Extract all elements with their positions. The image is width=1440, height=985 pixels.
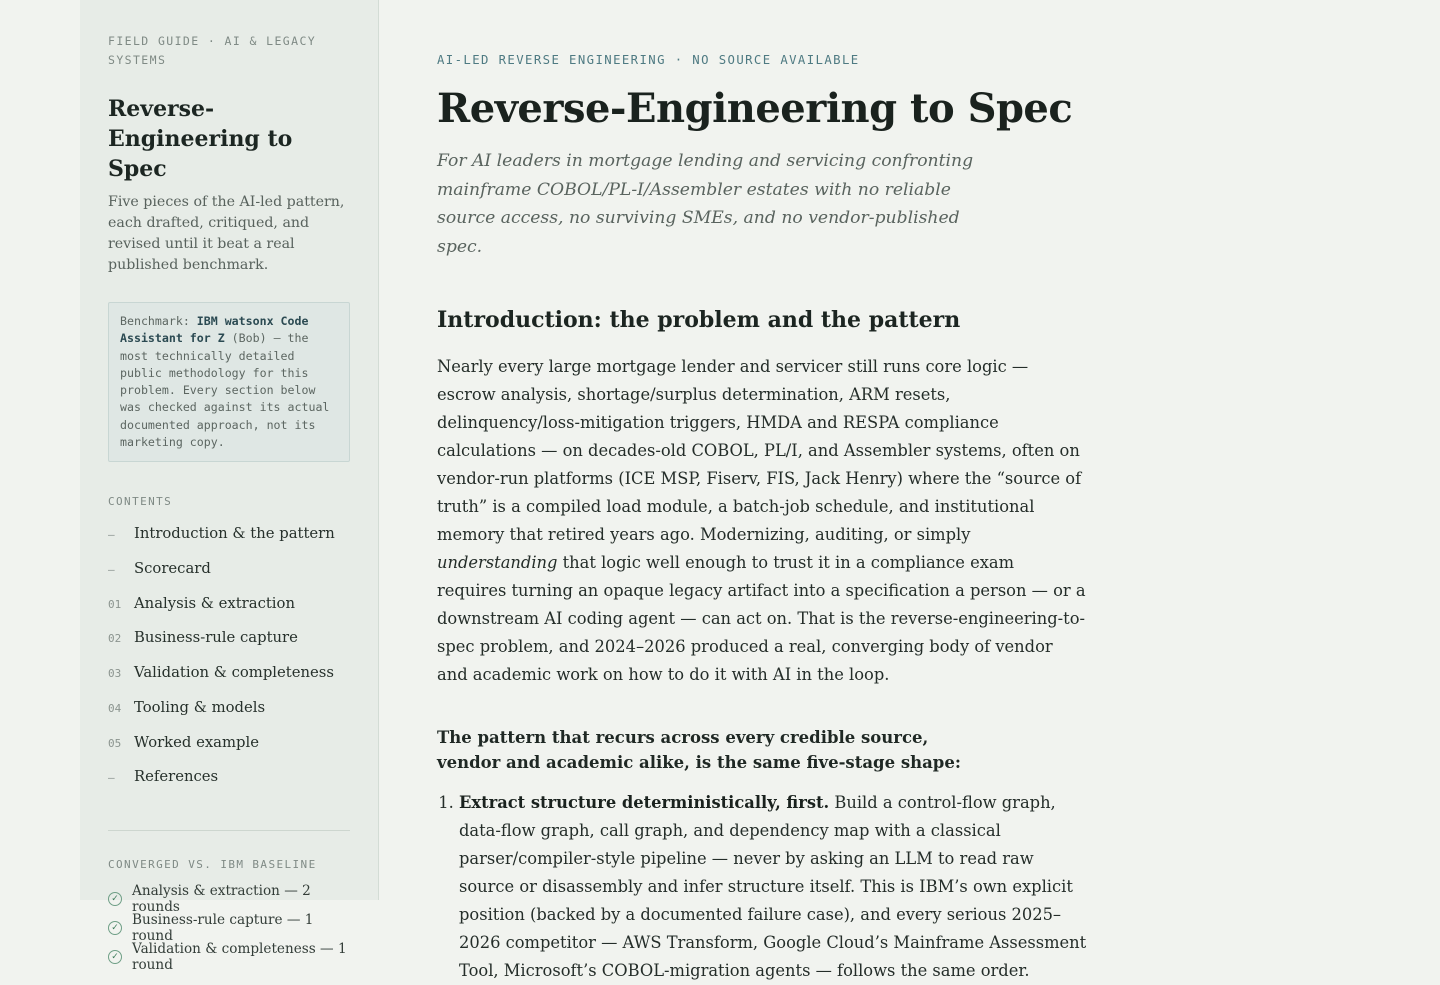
toc-number: 02 bbox=[108, 632, 122, 646]
converged-list bbox=[108, 885, 350, 972]
intro-emphasis: understanding bbox=[437, 553, 558, 572]
intro-text-part1: Nearly every large mortgage lender and servicer still runs core logic — escrow analysis, shortage/surplus determination, ARM resets, delinquency/loss-mitigation triggers, HMDA and RESPA compliance calculations — on decades-old COBOL, PL/I, and Assembler systems, often on vendor-run platforms (ICE MSP, Fiserv, FIS, Jack Henry) where the “source of truth” is a compiled load module, a batch-job schedule, and institutional memory that retired years ago. Modernizing, auditing, or simply bbox=[437, 357, 1082, 544]
toc-label: Validation & completeness bbox=[134, 664, 334, 682]
converged-item bbox=[108, 885, 350, 914]
toc-number: 03 bbox=[108, 667, 122, 681]
contents-label: CONTENTS bbox=[108, 495, 173, 509]
toc-number: 01 bbox=[108, 597, 122, 611]
benchmark-callout bbox=[108, 302, 350, 462]
sidebar-description: Five pieces of the AI-led pattern, each drafted, critiqued, and revised until it beat a real published benchmark. bbox=[108, 194, 345, 273]
toc-item-scorecard[interactable] bbox=[108, 560, 350, 595]
toc-number: 05 bbox=[108, 736, 122, 750]
converged-label: CONVERGED VS. IBM BASELINE bbox=[108, 857, 317, 871]
sidebar bbox=[80, 0, 379, 974]
toc-label: Analysis & extraction bbox=[134, 594, 295, 612]
toc-item-worked-example[interactable] bbox=[108, 734, 350, 769]
intro-text-part2: that logic well enough to trust it in a compliance exam requires turning an opaque legacy artifact into a specification a person — or a downstream AI coding agent — can act on. That is the reverse-engineering-to-spec problem, and 2024–2026 produced a real, converging body of vendor and academic work on how to do it with AI in the loop. bbox=[437, 553, 1086, 684]
benchmark-text: — the most technically detailed public methodology for this problem. Every section below was checked against its actual documented approach, not its marketing copy. bbox=[120, 331, 330, 450]
converged-item bbox=[108, 914, 350, 943]
stage-text: Build a control-flow graph, data-flow graph, call graph, and dependency map with a classical parser/compiler-style pipeline — never by asking an LLM to read raw source or disassembly and infer structure itself. This is IBM’s own explicit position (backed by a documented failure case), and every serious 2025–2026 competitor — AWS Transform, Google Cloud’s Mainframe Assessment Tool, Microsoft’s COBOL-migration agents — follows the same order. bbox=[459, 793, 1087, 980]
sidebar-kicker: FIELD GUIDE · AI & LEGACY SYSTEMS bbox=[108, 34, 317, 67]
toc-item-analysis[interactable] bbox=[108, 595, 350, 630]
article-lede: For AI leaders in mortgage lending and servicing confronting mainframe COBOL/PL-I/Assembler estates with no reliable source access, no surviving SMEs, and no vendor-published spec. bbox=[437, 151, 974, 257]
toc-item-validation[interactable] bbox=[108, 664, 350, 699]
toc-number: 04 bbox=[108, 701, 122, 715]
toc-item-references[interactable] bbox=[108, 768, 350, 803]
stage-title: Extract structure deterministically, first. bbox=[459, 793, 830, 812]
toc-label: Tooling & models bbox=[134, 698, 266, 716]
toc-label: Worked example bbox=[134, 733, 260, 751]
intro-heading: Introduction: the problem and the pattern bbox=[437, 307, 961, 333]
converged-item-label: Analysis & extraction — 2 rounds bbox=[132, 883, 311, 916]
converged-item bbox=[108, 943, 350, 972]
toc-number: – bbox=[108, 563, 115, 577]
toc-number: – bbox=[108, 771, 115, 785]
toc-label: Business-rule capture bbox=[134, 629, 298, 647]
toc-item-tooling[interactable] bbox=[108, 699, 350, 734]
pattern-intro bbox=[437, 725, 1087, 775]
check-circle-icon: ✓ bbox=[108, 921, 122, 935]
stage-item bbox=[459, 789, 1087, 985]
sidebar-title: Reverse-Engineering to Spec bbox=[108, 96, 293, 182]
check-circle-icon: ✓ bbox=[108, 892, 122, 906]
benchmark-prefix: Benchmark: bbox=[120, 314, 197, 328]
stages-list bbox=[437, 789, 1087, 985]
check-circle-icon: ✓ bbox=[108, 950, 122, 964]
sidebar-divider bbox=[108, 830, 350, 831]
converged-item-label: Business-rule capture — 1 round bbox=[132, 912, 314, 945]
page-title: Reverse-Engineering to Spec bbox=[437, 85, 1073, 132]
toc-label: Introduction & the pattern bbox=[134, 525, 335, 543]
toc-label: Scorecard bbox=[134, 560, 211, 578]
pattern-intro-line2: vendor and academic alike, is the same five-stage shape: bbox=[437, 753, 961, 772]
benchmark-name: IBM watsonx Code Assistant for Z bbox=[120, 314, 309, 346]
benchmark-paren: (Bob) bbox=[224, 331, 267, 346]
article-eyebrow: AI-LED REVERSE ENGINEERING · NO SOURCE AVAILABLE bbox=[437, 53, 860, 67]
toc-number: – bbox=[108, 528, 115, 542]
intro-paragraph bbox=[437, 353, 1087, 689]
toc-item-business-rules[interactable] bbox=[108, 629, 350, 664]
converged-item-label: Validation & completeness — 1 round bbox=[132, 941, 347, 974]
table-of-contents bbox=[108, 525, 350, 803]
pattern-intro-line1: The pattern that recurs across every credible source, bbox=[437, 728, 929, 747]
toc-item-introduction[interactable] bbox=[108, 525, 350, 560]
article bbox=[437, 0, 1087, 985]
toc-label: References bbox=[134, 768, 219, 786]
